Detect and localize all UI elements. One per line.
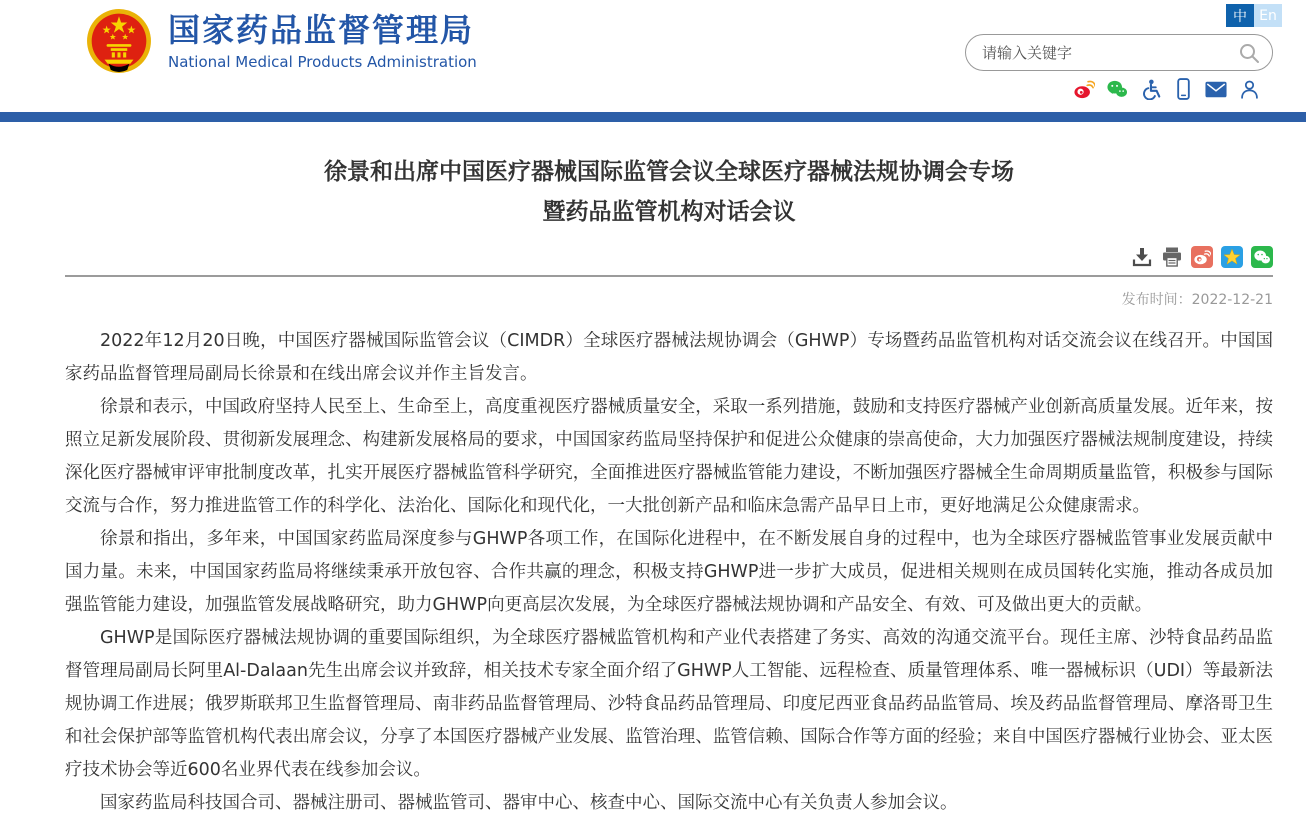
weibo-icon[interactable] (1073, 78, 1095, 100)
wechat-share-icon[interactable] (1251, 246, 1273, 268)
mobile-icon[interactable] (1172, 78, 1194, 100)
search-input[interactable] (982, 44, 1238, 62)
article-paragraph-3: 徐景和指出，多年来，中国国家药监局深度参与GHWP各项工作，在国际化进程中，在不断发展自身的过程中，也为全球医疗器械监管事业发展贡献中国力量。未来，中国国家药监局将继续秉承开放包容、合作共赢的理念，积极支持GHWP进一步扩大成员，促进相关规则在成员国转化实施，推动各成员加强监管能力建设，加强监管发展战略研究，助力GHWP向更高层次发展，为全球医疗器械法规协调和产品安全、有效、可及做出更大的贡献。 (65, 529, 1273, 615)
site-name (168, 11, 477, 71)
qzone-share-icon[interactable] (1221, 246, 1243, 268)
lang-chinese-button[interactable]: 中 (1226, 4, 1254, 27)
article-paragraph-4: GHWP是国际医疗器械法规协调的重要国际组织，为全球医疗器械监管机构和产业代表搭建了务实、高效的沟通交流平台。现任主席、沙特食品药品监督管理局副局长阿里Al-Dalaan先生出席会议并致辞，相关技术专家全面介绍了GHWP人工智能、远程检查、质量管理体系、唯一器械标识（UDI）等最新法规协调工作进展；俄罗斯联邦卫生监督管理局、南非药品监督管理局、沙特食品药品管理局、印度尼西亚食品药品监管局、埃及药品监督管理局、摩洛哥卫生和社会保护部等监管机构代表出席会议，分享了本国医疗器械产业发展、监管治理、监管信赖、国际合作等方面的经验；来自中国医疗器械行业协会、亚太医疗技术协会等近600名业界代表在线参加会议。 (65, 628, 1273, 780)
site-logo[interactable] (86, 8, 477, 74)
publish-date: 2022-12-21 (1191, 292, 1273, 308)
print-icon[interactable] (1161, 246, 1183, 268)
header-quick-links (1073, 78, 1260, 100)
accessibility-icon[interactable] (1139, 78, 1161, 100)
article-toolbar (65, 246, 1273, 275)
search-box (965, 34, 1273, 71)
page-title-line2: 暨药品监管机构对话会议 (542, 199, 796, 225)
publish-time (65, 277, 1273, 325)
article-paragraph-1: 2022年12月20日晚，中国医疗器械国际监管会议（CIMDR）全球医疗器械法规协调会（GHWP）专场暨药品监管机构对话交流会议在线召开。中国国家药品监督管理局副局长徐景和在线出席会议并作主旨发言。 (65, 331, 1273, 384)
site-name-zh: 国家药品监督管理局 (168, 11, 475, 49)
mail-icon[interactable] (1205, 78, 1227, 100)
language-toggle (1226, 4, 1282, 27)
user-icon[interactable] (1238, 78, 1260, 100)
header-accent-bar (0, 112, 1306, 122)
search-icon[interactable] (1238, 42, 1260, 64)
article-paragraph-5: 国家药监局科技国合司、器械注册司、器械监管司、器审中心、核查中心、国际交流中心有关负责人参加会议。 (100, 793, 958, 813)
national-emblem-icon (86, 8, 152, 74)
page-title (65, 152, 1273, 232)
weibo-share-icon[interactable] (1191, 246, 1213, 268)
article-body (65, 325, 1273, 820)
article-paragraph-2: 徐景和表示，中国政府坚持人民至上、生命至上，高度重视医疗器械质量安全，采取一系列措施，鼓励和支持医疗器械产业创新高质量发展。近年来，按照立足新发展阶段、贯彻新发展理念、构建新发展格局的要求，中国国家药监局坚持保护和促进公众健康的崇高使命，大力加强医疗器械法规制度建设，持续深化医疗器械审评审批制度改革，扎实开展医疗器械监管科学研究，全面推进医疗器械监管能力建设，不断加强医疗器械全生命周期质量监管，积极参与国际交流与合作，努力推进监管工作的科学化、法治化、国际化和现代化，一大批创新产品和临床急需产品早日上市，更好地满足公众健康需求。 (65, 397, 1273, 516)
site-header (0, 0, 1306, 112)
page-title-line1: 徐景和出席中国医疗器械国际监管会议全球医疗器械法规协调会专场 (324, 159, 1014, 185)
wechat-icon[interactable] (1106, 78, 1128, 100)
download-icon[interactable] (1131, 246, 1153, 268)
lang-english-button[interactable]: En (1254, 4, 1282, 27)
site-name-en: National Medical Products Administration (168, 53, 477, 71)
publish-time-label: 发布时间： (1121, 292, 1192, 308)
article-page (0, 122, 1306, 840)
